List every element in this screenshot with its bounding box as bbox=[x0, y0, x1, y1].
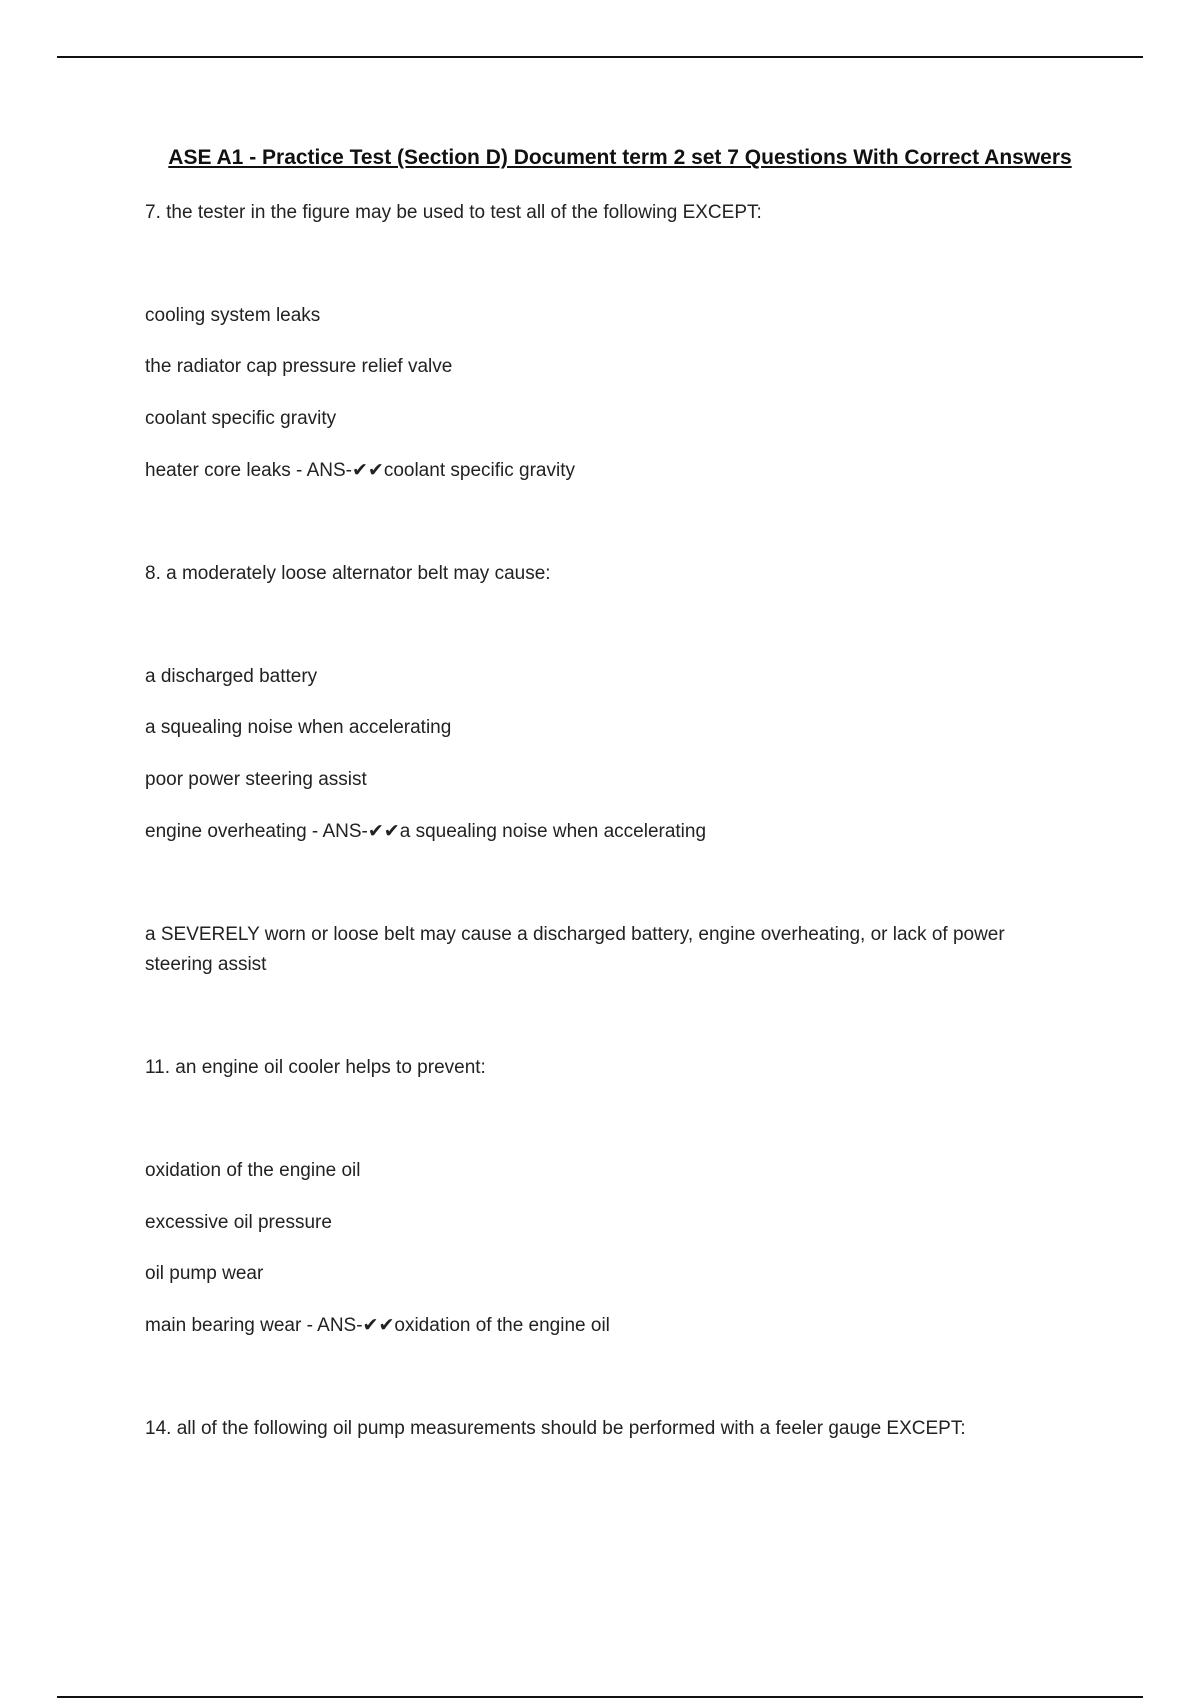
top-rule bbox=[57, 56, 1143, 58]
answer-11: oxidation of the engine oil bbox=[394, 1315, 610, 1336]
option-8a: a discharged battery bbox=[145, 666, 318, 687]
document-title: ASE A1 - Practice Test (Section D) Document term 2 set 7 Questions With Correct Answers bbox=[168, 146, 1072, 169]
option-7d: heater core leaks - ANS- bbox=[145, 460, 352, 481]
question-11: 11. an engine oil cooler helps to prevent: bbox=[145, 1057, 486, 1078]
answer-8: a squealing noise when accelerating bbox=[399, 821, 707, 842]
option-11a: oxidation of the engine oil bbox=[145, 1160, 361, 1181]
option-8b: a squealing noise when accelerating bbox=[145, 717, 452, 738]
option-7c: coolant specific gravity bbox=[145, 408, 337, 429]
option-11c: oil pump wear bbox=[145, 1263, 264, 1284]
check-mark-icon: ✔✔ bbox=[367, 821, 400, 842]
answer-line-7 bbox=[145, 456, 575, 486]
answer-7: coolant specific gravity bbox=[383, 460, 575, 481]
bottom-rule bbox=[57, 1696, 1143, 1698]
option-8d: engine overheating - ANS- bbox=[145, 821, 368, 842]
option-7b: the radiator cap pressure relief valve bbox=[145, 356, 453, 377]
question-7: 7. the tester in the figure may be used to test all of the following EXCEPT: bbox=[145, 202, 762, 223]
note-8: a SEVERELY worn or loose belt may cause a discharged battery, engine overheating, or lack of power steering assist bbox=[145, 924, 1005, 975]
question-14: 14. all of the following oil pump measurements should be performed with a feeler gauge EXCEPT: bbox=[145, 1418, 966, 1439]
option-8c: poor power steering assist bbox=[145, 769, 367, 790]
check-mark-icon: ✔✔ bbox=[362, 1315, 395, 1336]
question-8: 8. a moderately loose alternator belt may cause: bbox=[145, 563, 551, 584]
answer-line-11 bbox=[145, 1311, 610, 1341]
option-11b: excessive oil pressure bbox=[145, 1212, 332, 1233]
check-mark-icon: ✔✔ bbox=[351, 460, 384, 481]
option-11d: main bearing wear - ANS- bbox=[145, 1315, 363, 1336]
option-7a: cooling system leaks bbox=[145, 305, 321, 326]
answer-line-8 bbox=[145, 817, 706, 847]
